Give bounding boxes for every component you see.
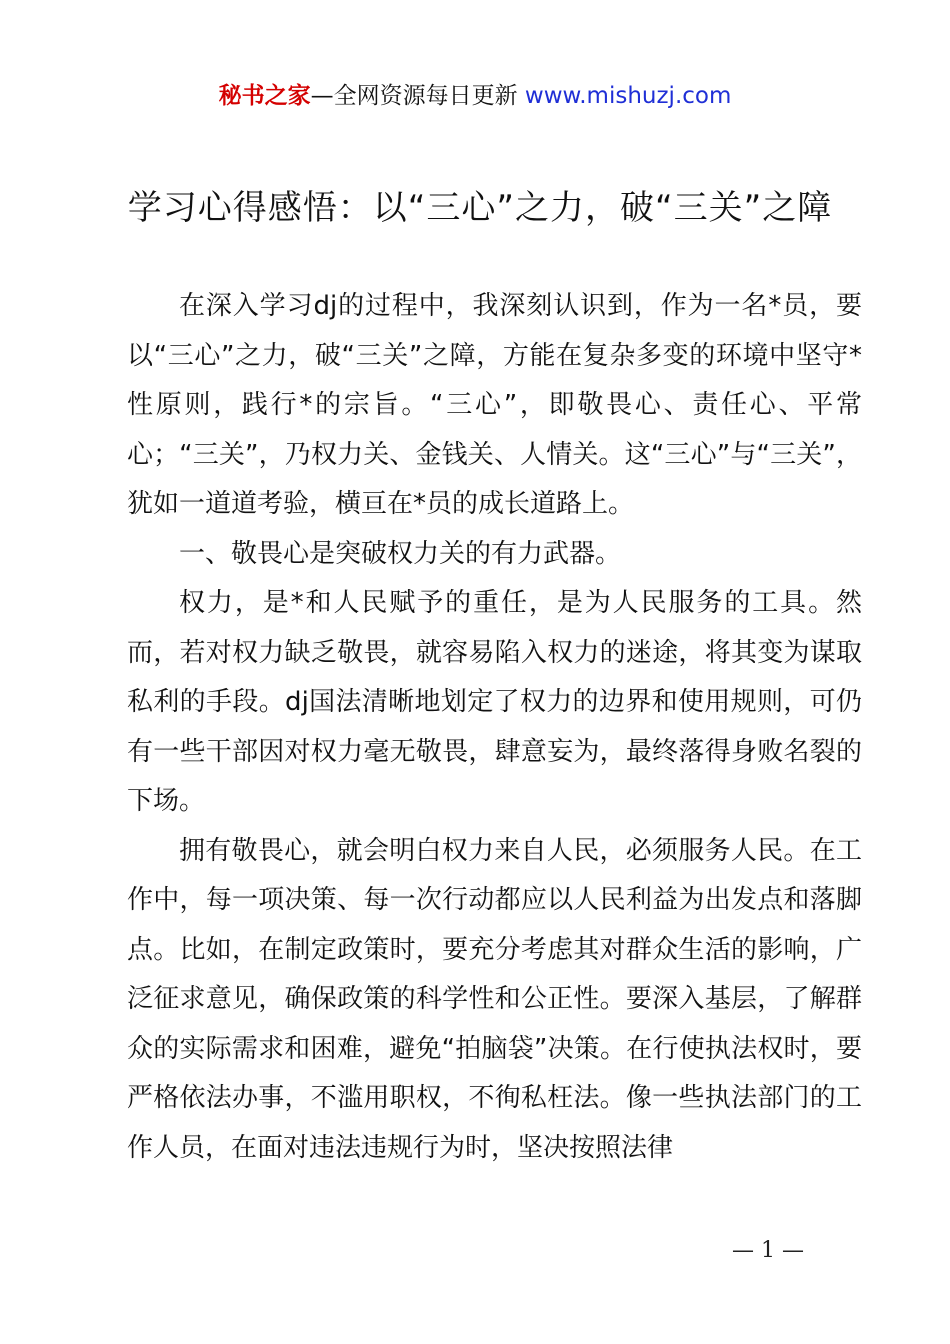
header-tagline: —全网资源每日更新 (310, 83, 518, 109)
paragraph-reverence: 拥有敬畏心，就会明白权力来自人民，必须服务人民。在工作中，每一项决策、每一次行动都应以人民利益为出发点和落脚点。比如，在制定政策时，要充分考虑其对群众生活的影响，广泛征求意见，确保政策的科学性和公正性。要深入基层，了解群众的实际需求和困难，避免“拍脑袋”决策。在行使执法权时，要严格依法办事，不滥用职权，不徇私枉法。像一些执法部门的工作人员，在面对违法违规行为时，坚决按照法律 (127, 835, 862, 1163)
document-body (127, 282, 862, 1173)
paragraph-power: 权力，是*和人民赋予的重任，是为人民服务的工具。然而，若对权力缺乏敬畏，就容易陷入权力的迷途，将其变为谋取私利的手段。dj国法清晰地划定了权力的边界和使用规则，可仍有一些干部因对权力毫无敬畏，肆意妄为，最终落得身败名裂的下场。 (127, 588, 862, 816)
section-heading: 一、敬畏心是突破权力关的有力武器。 (179, 538, 622, 569)
paragraph-intro: 在深入学习dj的过程中，我深刻认识到，作为一名*员，要以“三心”之力，破“三关”之障，方能在复杂多变的环境中坚守*性原则，践行*的宗旨。“三心”，即敬畏心、责任心、平常心；“三关”，乃权力关、金钱关、人情关。这“三心”与“三关”，犹如一道道考验，横亘在*员的成长道路上。 (127, 291, 862, 519)
page-number: — 1 — (732, 1238, 804, 1263)
brand-name: 秘书之家 (218, 83, 311, 109)
site-url[interactable]: www.mishuzj.com (524, 83, 732, 109)
document-title: 学习心得感悟：以“三心”之力，破“三关”之障 (127, 188, 833, 228)
site-header (0, 80, 950, 112)
